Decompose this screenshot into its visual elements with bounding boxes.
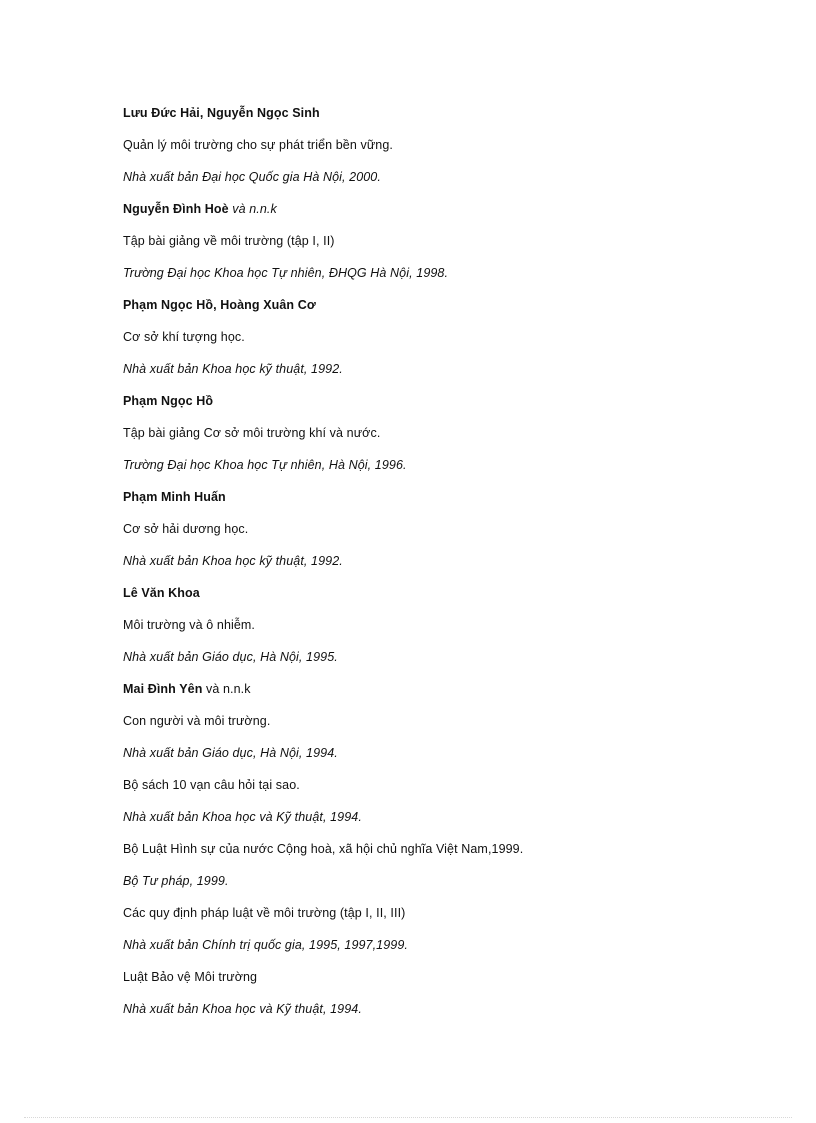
reference-publisher: Nhà xuất bản Giáo dục, Hà Nội, 1994. [123,746,338,760]
reference-author: Phạm Ngọc Hồ [123,394,214,408]
reference-author-line [123,392,783,424]
reference-publisher: Nhà xuất bản Khoa học kỹ thuật, 1992. [123,362,343,376]
reference-publisher: Trường Đại học Khoa học Tự nhiên, ĐHQG Hà Nội, 1998. [123,266,449,280]
reference-title: Quản lý môi trường cho sự phát triển bền vững. [123,138,393,152]
reference-publisher: Nhà xuất bản Khoa học và Kỹ thuật, 1994. [123,810,362,824]
reference-author: Lê Văn Khoa [123,586,200,600]
reference-publisher: Bộ Tư pháp, 1999. [123,874,229,888]
reference-author: Phạm Ngọc Hồ, Hoàng Xuân Cơ [123,298,316,312]
reference-title: Bộ sách 10 vạn câu hỏi tại sao. [123,778,300,792]
reference-author-suffix: và n.n.k [202,682,251,696]
reference-author: Mai Đình Yên [123,682,203,696]
reference-title: Con người và môi trường. [123,714,271,728]
reference-title: Môi trường và ô nhiễm. [123,618,256,632]
reference-publisher: Nhà xuất bản Giáo dục, Hà Nội, 1995. [123,650,338,664]
reference-author: Phạm Minh Huấn [123,490,226,504]
reference-author: Lưu Đức Hải, Nguyễn Ngọc Sinh [123,106,320,120]
reference-author: Nguyễn Đình Hoè [123,202,229,216]
reference-author-line [123,488,783,520]
reference-publisher: Nhà xuất bản Đại học Quốc gia Hà Nội, 2000. [123,170,381,184]
reference-title: Cơ sở hải dương học. [123,522,249,536]
reference-list [123,104,783,1032]
reference-title: Cơ sở khí tượng học. [123,330,245,344]
page-bottom-border [24,1117,792,1118]
reference-author-line [123,680,783,712]
reference-author-line [123,200,783,232]
reference-title: Tập bài giảng về môi trường (tập I, II) [123,234,335,248]
reference-author-line [123,584,783,616]
reference-title: Tập bài giảng Cơ sở môi trường khí và nước. [123,426,381,440]
reference-author-line [123,296,783,328]
reference-title: Luật Bảo vệ Môi trường [123,970,258,984]
reference-title: Các quy định pháp luật về môi trường (tập I, II, III) [123,906,406,920]
reference-publisher: Nhà xuất bản Chính trị quốc gia, 1995, 1997,1999. [123,938,408,952]
reference-publisher: Nhà xuất bản Khoa học kỹ thuật, 1992. [123,554,343,568]
reference-author-suffix: và n.n.k [228,202,277,216]
reference-publisher: Nhà xuất bản Khoa học và Kỹ thuật, 1994. [123,1002,362,1016]
reference-title: Bộ Luật Hình sự của nước Cộng hoà, xã hội chủ nghĩa Việt Nam,1999. [123,842,524,856]
reference-publisher: Trường Đại học Khoa học Tự nhiên, Hà Nội, 1996. [123,458,407,472]
reference-author-line [123,104,783,136]
